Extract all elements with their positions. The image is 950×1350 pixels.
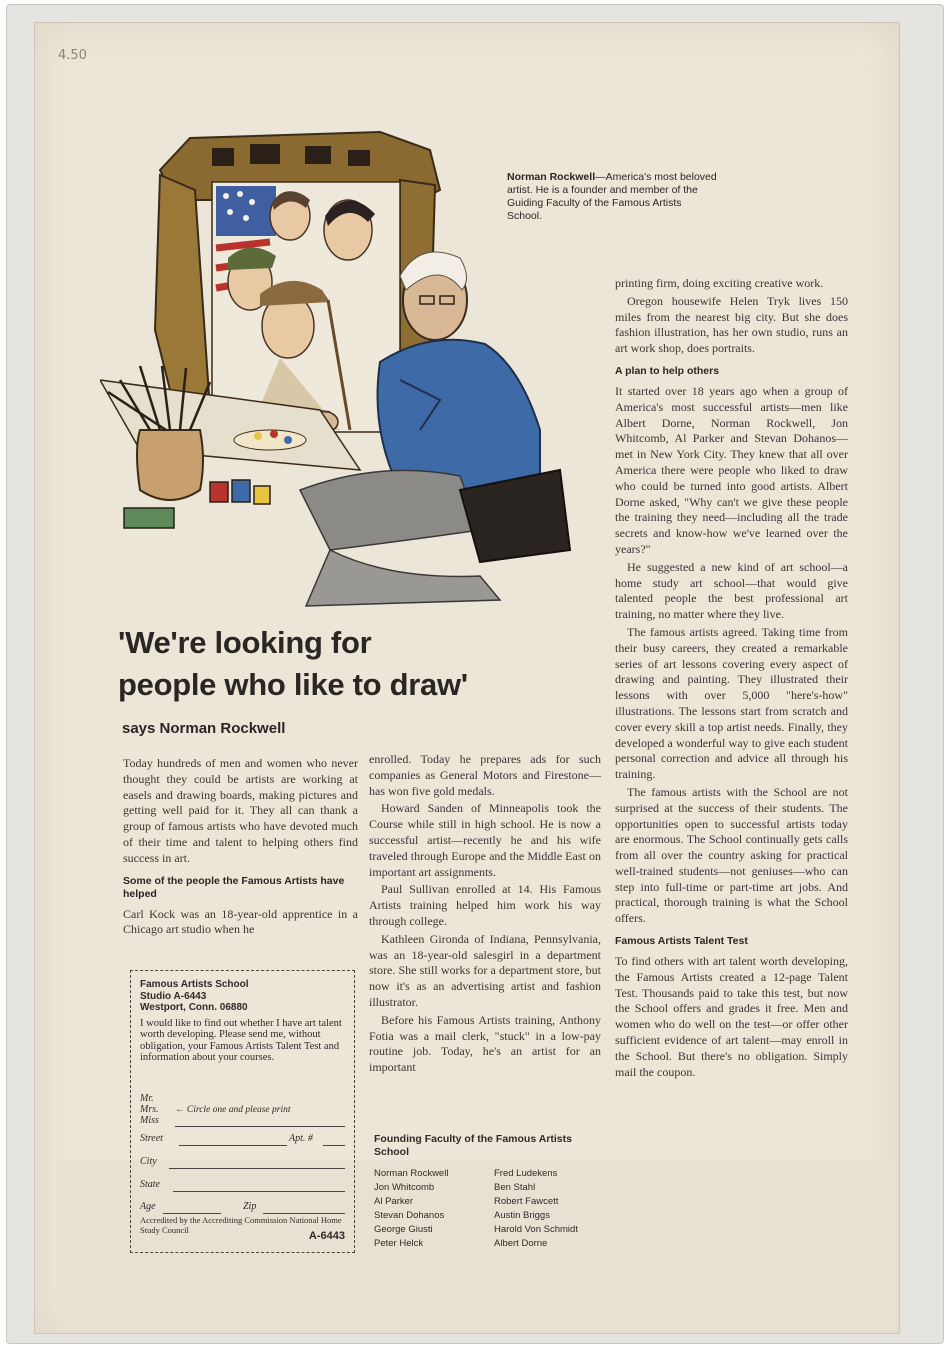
paragraph-paul-sullivan: Paul Sullivan enrolled at 14. His Famous Artists training helped him work his way through college.	[369, 882, 601, 928]
handwritten-price-note: 4.50	[58, 48, 87, 63]
subheadline: says Norman Rockwell	[122, 720, 286, 737]
coupon-address-line-3: Westport, Conn. 06880	[140, 1002, 248, 1014]
section-heading-helped: Some of the people the Famous Artists have helped	[123, 874, 345, 900]
faculty-name: Al Parker	[374, 1196, 414, 1207]
headline-line-1: 'We're looking for	[118, 625, 372, 660]
paragraph-helen-tryk: Oregon housewife Helen Tryk lives 150 miles from the nearest big city. But she does fashion illustration, has her own studio, runs an art work shop, does portraits.	[615, 293, 848, 356]
coupon-title-options[interactable]	[140, 1093, 159, 1126]
coupon-request-text: I would like to find out whether I have art talent worth developing. Please send me, without obligation, your Famous Artists Talent Test and information about your courses.	[140, 1017, 342, 1063]
faculty-name: Albert Dorne	[494, 1238, 548, 1249]
faculty-heading: Founding Faculty of the Famous Artists School	[374, 1133, 572, 1158]
title-mrs[interactable]: Mrs.	[140, 1104, 159, 1115]
state-label: State	[140, 1179, 160, 1190]
paragraph-anthony-fotia: Before his Famous Artists training, Anthony Fotia was a mail clerk, "stuck" in a low-pay routine job. Today, he's an artist for an important	[369, 1012, 601, 1075]
article-column-2	[369, 752, 601, 1078]
paragraph-kathleen-gironda: Kathleen Gironda of Indiana, Pennsylvania, was an 18-year-old salesgirl in a department store. She still works for a department store, but now it's as an advertising artist and fashion illustrator.	[369, 931, 601, 1009]
coupon-code: A-6443	[308, 1230, 345, 1243]
age-label: Age	[140, 1201, 156, 1212]
paragraph-lessons: The famous artists agreed. Taking time from their busy careers, they created a remarkable series of art lessons covering every aspect of drawing and painting. They illustrated their lessons with over 5,000 "here's-how" illustrations. The lessons start from scratch and cover every skill a top artist needs. Finally, they developed a wonderful way to give each student personal correction and advice all through his training.	[615, 624, 848, 782]
paragraph-howard-sanden: Howard Sanden of Minneapolis took the Course while still in high school. He is now a successful artist—recently he and his wife traveled through Europe and the Middle East on important art assignments.	[369, 801, 601, 879]
paragraph-home-study: He suggested a new kind of art school—a home study art school—that would give talented people the best professional art training, no matter where they live.	[615, 559, 848, 622]
paragraph-opportunities: The famous artists with the School are not surprised at the success of their students. The opportunities open to successful artists today are enormous. The School continually gets calls from all over the country asking for practical well-trained students—not geniuses—who can step into full-time or part-time art jobs. And practical, thorough training is what the School offers.	[615, 784, 848, 926]
paragraph-plan-origin: It started over 18 years ago when a group of America's most successful artists—men like Albert Dorne, Norman Rockwell, Jon Whitcomb, Al Parker and Stevan Dohanos—met in New York City. They knew that all over America there were people who liked to draw who could be turned into good artists. Albert Dorne asked, "Why can't we give these people the training they need—including all the trade secrets and know-how we've learned over the years?"	[615, 383, 848, 556]
faculty-name: Peter Helck	[374, 1238, 424, 1249]
age-field-line[interactable]	[163, 1213, 221, 1214]
faculty-name: Norman Rockwell	[374, 1168, 449, 1179]
faculty-name: Fred Ludekens	[494, 1168, 558, 1179]
faculty-name: George Giusti	[374, 1224, 433, 1235]
article-column-3	[615, 276, 848, 1082]
intro-paragraph: Today hundreds of men and women who never thought they could be artists are working at easels and drawing boards, making pictures and getting well paid for it. They all can thank a group of famous artists who have devoted much of their time and talent to helping others find success in art.	[123, 756, 358, 865]
title-miss[interactable]: Miss	[140, 1115, 159, 1126]
coupon-address	[140, 979, 345, 1014]
paragraph-fotia-cont: printing firm, doing exciting creative work.	[615, 276, 824, 290]
street-label: Street	[140, 1133, 163, 1144]
coupon-address-line-2: Studio A-6443	[140, 990, 207, 1002]
name-field-line[interactable]	[175, 1126, 345, 1127]
paragraph-carl-kock: Carl Kock was an 18-year-old apprentice in a Chicago art studio when he	[123, 906, 358, 937]
headline-line-2: people who like to draw'	[118, 667, 468, 702]
apt-label: Apt. #	[289, 1133, 313, 1144]
zip-label: Zip	[243, 1201, 257, 1212]
caption-name: Norman Rockwell	[507, 171, 596, 183]
state-field-line[interactable]	[173, 1191, 345, 1192]
faculty-list	[374, 1167, 606, 1251]
faculty-name: Jon Whitcomb	[374, 1182, 435, 1193]
paragraph-talent-test: To find others with art talent worth developing, the Famous Artists created a 12-page Talent Test. Thousands paid to take this test, but now the School offers and grades it free. Men and women who do well on the test—or offer other sufficient evidence of art talent—may enroll in the School. But there's no obligation. Simply mail the coupon.	[615, 954, 848, 1079]
paragraph-carl-kock-cont: enrolled. Today he prepares ads for such companies as General Motors and Firestone—has won five gold medals.	[369, 752, 601, 798]
caption-text: —America's most beloved artist. He is a founder and member of the Guiding Faculty of the Famous Artists School.	[507, 171, 717, 222]
apt-field-line[interactable]	[323, 1145, 345, 1146]
faculty-name: Harold Von Schmidt	[494, 1224, 578, 1235]
section-heading-plan: A plan to help others	[615, 364, 720, 377]
faculty-name: Austin Briggs	[494, 1210, 550, 1221]
title-mr[interactable]: Mr.	[140, 1093, 154, 1104]
article-column-1	[123, 756, 358, 940]
headline	[118, 622, 588, 706]
city-field-line[interactable]	[169, 1168, 345, 1169]
faculty-name: Robert Fawcett	[494, 1196, 559, 1207]
city-label: City	[140, 1156, 157, 1167]
accreditation-note: Accredited by the Accrediting Commission National Home Study Council	[140, 1215, 342, 1235]
section-heading-talent-test: Famous Artists Talent Test	[615, 935, 748, 948]
zip-field-line[interactable]	[263, 1213, 345, 1214]
illustration-caption	[507, 171, 717, 223]
coupon-address-line-1: Famous Artists School	[140, 979, 249, 990]
faculty-name: Ben Stahl	[494, 1182, 536, 1193]
faculty-name: Stevan Dohanos	[374, 1210, 445, 1221]
coupon-circle-instruction: ← Circle one and please print	[175, 1105, 291, 1115]
street-field-line[interactable]	[179, 1145, 287, 1146]
mail-coupon[interactable]	[130, 970, 355, 1253]
founding-faculty-box	[374, 1133, 606, 1251]
